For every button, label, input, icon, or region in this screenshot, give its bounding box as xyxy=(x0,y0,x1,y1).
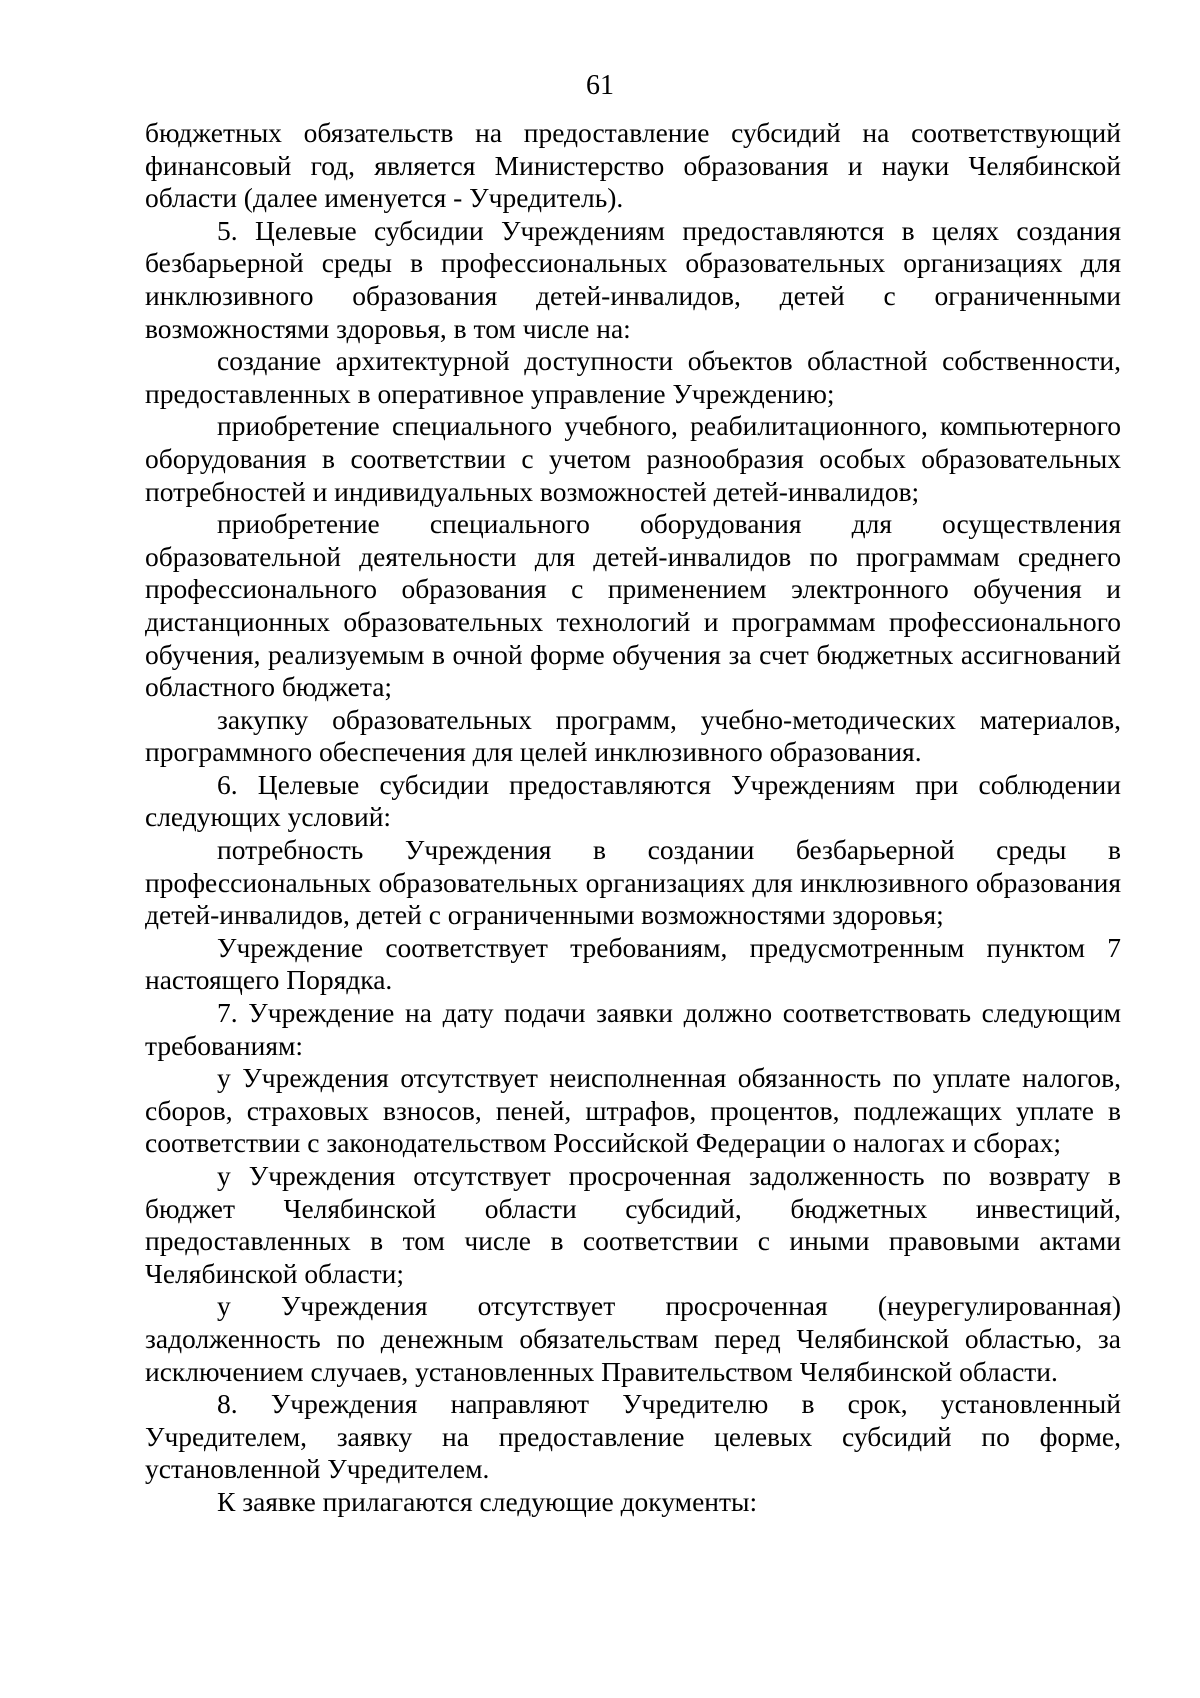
paragraph-program-purchase: закупку образовательных программ, учебно-методических материалов, программного обеспечения для целей инклюзивного образования. xyxy=(145,703,1121,768)
paragraph-special-training-equipment: приобретение специального учебного, реабилитационного, компьютерного оборудования в соответствии с учетом разнообразия особых образовательных потребностей и индивидуальных возможностей детей-инвалидов; xyxy=(145,410,1121,507)
paragraph-item-5: 5. Целевые субсидии Учреждениям предоставляются в целях создания безбарьерной среды в профессиональных образовательных организациях для инклюзивного образования детей-инвалидов, детей с ограниченными возможностями здоровья, в том числе на: xyxy=(145,214,1121,344)
paragraph-overdue-debt-obligations: у Учреждения отсутствует просроченная (неурегулированная) задолженность по денежным обязательствам перед Челябинской областью, за исключением случаев, установленных Правительством Челябинской области. xyxy=(145,1290,1121,1387)
document-body xyxy=(145,117,1121,1519)
paragraph-overdue-debt-budget: у Учреждения отсутствует просроченная задолженность по возврату в бюджет Челябинской области субсидий, бюджетных инвестиций, предоставленных в том числе в соответствии с иными правовыми актами Челябинской области; xyxy=(145,1160,1121,1289)
paragraph-architectural-accessibility: создание архитектурной доступности объектов областной собственности, предоставленных в оперативное управление Учреждению; xyxy=(145,345,1121,409)
paragraph-item-7: 7. Учреждение на дату подачи заявки должно соответствовать следующим требованиям: xyxy=(145,997,1121,1061)
paragraph-tax-obligation: у Учреждения отсутствует неисполненная обязанность по уплате налогов, сборов, страховых взносов, пеней, штрафов, процентов, подлежащих уплате в соответствии с законодательством Российской Федерации о налогах и сборах; xyxy=(145,1062,1121,1159)
paragraph-requirements-condition: Учреждение соответствует требованиям, предусмотренным пунктом 7 настоящего Порядка. xyxy=(145,931,1121,996)
paragraph-item-6: 6. Целевые субсидии предоставляются Учреждениям при соблюдении следующих условий: xyxy=(145,768,1121,833)
paragraph-attached-documents: К заявке прилагаются следующие документы: xyxy=(217,1485,758,1517)
paragraph-continuation: бюджетных обязательств на предоставление субсидий на соответствующий финансовый год, является Министерство образования и науки Челябинской области (далее именуется - Учредитель). xyxy=(145,117,1121,214)
paragraph-special-educational-equipment: приобретение специального оборудования для осуществления образовательной деятельности для детей-инвалидов по программам среднего профессионального образования с применением электронного обучения и дистанционных образовательных технологий и программам профессионального обучения, реализуемым в очной форме обучения за счет бюджетных ассигнований областного бюджета; xyxy=(145,508,1121,703)
page-number: 61 xyxy=(586,70,614,101)
paragraph-item-8: 8. Учреждения направляют Учредителю в срок, установленный Учредителем, заявку на предоставление целевых субсидий по форме, установленной Учредителем. xyxy=(145,1388,1121,1485)
paragraph-need-condition: потребность Учреждения в создании безбарьерной среды в профессиональных образовательных организациях для инклюзивного образования детей-инвалидов, детей с ограниченными возможностями здоровья; xyxy=(145,834,1121,931)
